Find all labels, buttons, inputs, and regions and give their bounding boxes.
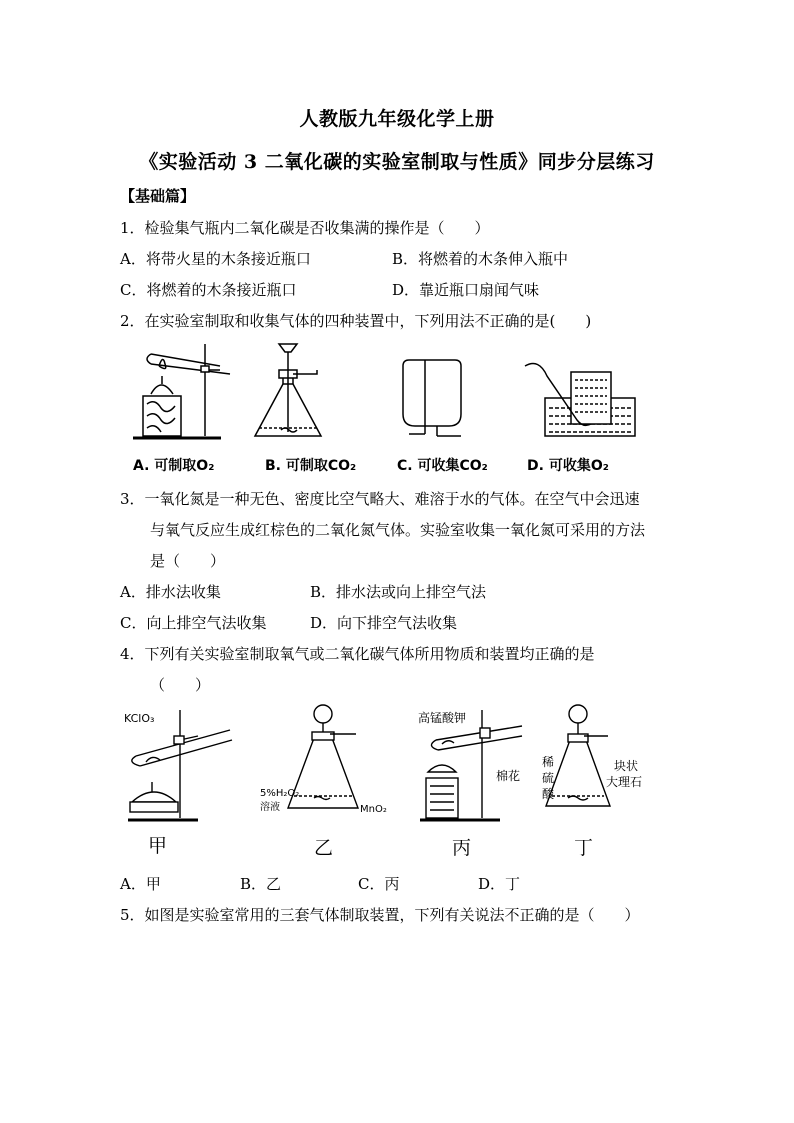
label-marble-1: 块状 (614, 759, 639, 773)
fig-jia-apparatus-icon (128, 710, 232, 820)
label-acid-1: 稀 (542, 755, 555, 769)
fig-label-jia: 甲 (148, 835, 168, 857)
section-heading: 【基础篇】 (120, 187, 196, 205)
q2-stem: 2．在实验室制取和收集气体的四种装置中，下列用法不正确的是( ) (120, 312, 592, 330)
q4-stem-line1: 4．下列有关实验室制取氧气或二氧化碳气体所用物质和装置均正确的是 (120, 645, 595, 663)
page-subtitle: 《实验活动 3 二氧化碳的实验室制取与性质》同步分层练习 (139, 151, 655, 173)
label-kmno4: 高锰酸钾 (418, 711, 467, 725)
q3-option-a: A．排水法收集 (120, 583, 221, 601)
fig-label-ding: 丁 (574, 837, 594, 859)
q3-option-c: C．向上排空气法收集 (120, 614, 267, 632)
q4-apparatus-figure (118, 700, 658, 860)
label-acid-3: 酸 (542, 787, 555, 801)
fig-label-yi: 乙 (314, 837, 334, 859)
q2-caption-d: D. 可收集O₂ (527, 458, 609, 474)
fig-ding-apparatus-icon (546, 705, 610, 806)
q3-stem-line1: 3．一氧化氮是一种无色、密度比空气略大、难溶于水的气体。在空气中会迅速 (120, 490, 640, 508)
q4-option-c: C．丙 (358, 875, 400, 893)
label-h2o2-b: 溶液 (260, 802, 280, 813)
q1-option-c: C．将燃着的木条接近瓶口 (120, 281, 297, 299)
fig-bing-apparatus-icon (420, 710, 522, 820)
q5-stem: 5．如图是实验室常用的三套气体制取装置，下列有关说法不正确的是（ ） (120, 906, 640, 924)
q1-stem: 1．检验集气瓶内二氧化碳是否收集满的操作是（ ） (120, 219, 490, 237)
label-h2o2-a: 5%H₂O₂ (260, 788, 300, 799)
q1-option-a: A．将带火星的木条接近瓶口 (120, 250, 311, 268)
q2-caption-b: B. 可制取CO₂ (265, 458, 357, 474)
heating-apparatus-icon (133, 344, 230, 438)
label-kclo3: KClO₃ (124, 712, 155, 725)
q4-option-a: A．甲 (120, 875, 161, 893)
label-mno2: MnO₂ (360, 804, 387, 815)
q3-option-b: B．排水法或向上排空气法 (310, 583, 487, 601)
q2-caption-c: C. 可收集CO₂ (397, 458, 488, 474)
flask-funnel-icon (255, 344, 321, 436)
q2-apparatus-figure (125, 336, 645, 448)
label-acid-2: 硫 (542, 771, 555, 785)
gas-bottle-icon (403, 360, 461, 436)
label-marble-2: 大理石 (606, 775, 643, 789)
q4-stem-line2: （ ） (150, 676, 211, 694)
q4-option-b: B．乙 (240, 875, 282, 893)
q2-caption-a: A. 可制取O₂ (133, 458, 215, 474)
q1-option-d: D．靠近瓶口扇闻气味 (392, 281, 540, 299)
q1-option-b: B．将燃着的木条伸入瓶中 (392, 250, 569, 268)
page-title: 人教版九年级化学上册 (299, 108, 495, 130)
label-cotton: 棉花 (496, 769, 521, 783)
fig-label-bing: 丙 (452, 837, 472, 859)
q3-option-d: D．向下排空气法收集 (310, 614, 458, 632)
q3-stem-line2: 与氧气反应生成红棕色的二氧化氮气体。实验室收集一氧化氮可采用的方法 (150, 521, 646, 539)
q3-stem-line3: 是（ ） (150, 552, 226, 570)
q4-option-d: D．丁 (478, 875, 521, 893)
water-trough-icon (525, 364, 635, 436)
